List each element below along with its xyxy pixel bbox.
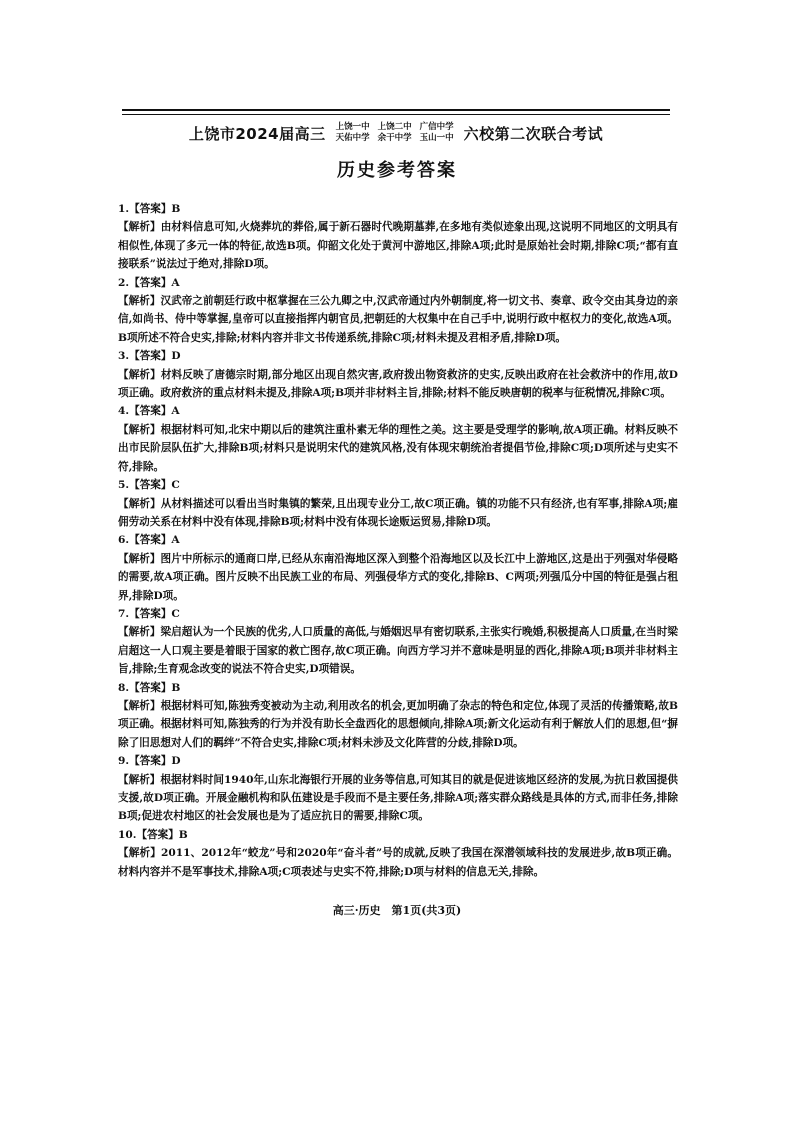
- answer-explanation: 【解析】根据材料可知,北宋中期以后的建筑注重朴素无华的理性之美。这主要是受理学的影响,故A项正确。材料反映不出市民阶层队伍扩大,排除B项;材料只是说明宋代的建筑风格,没有体现宋朝统治者提倡节俭,排除C项;D项所述与史实不符,排除。: [118, 423, 678, 473]
- answer-item: [118, 402, 678, 476]
- school-name: 广信中学: [419, 122, 454, 132]
- school-list: [332, 122, 458, 144]
- answer-item: [118, 679, 678, 753]
- answer-key: 【答案】A: [129, 534, 180, 547]
- answer-key: 【答案】D: [129, 755, 181, 768]
- answer-key: 【答案】B: [136, 828, 188, 841]
- answer-item: [118, 347, 678, 402]
- answer-explanation: 【解析】图片中所标示的通商口岸,已经从东南沿海地区深入到整个沿海地区以及长江中上游地区,这是出于列强对华侵略的需要,故A项正确。图片反映不出民族工业的布局、列强侵华方式的变化,排除B、C两项;列强瓜分中国的特征是强占租界,排除D项。: [118, 552, 678, 602]
- question-number: 1.: [118, 203, 130, 215]
- answer-item: [118, 826, 678, 881]
- answer-line: [118, 476, 678, 494]
- answer-key: 【答案】A: [129, 405, 180, 418]
- exam-title-prefix: 上饶市2024届高三: [188, 124, 326, 143]
- answer-line: [118, 679, 678, 697]
- answer-key: 【答案】D: [129, 350, 181, 363]
- answer-item: [118, 274, 678, 348]
- answer-explanation: 【解析】汉武帝之前朝廷行政中枢掌握在三公九卿之中,汉武帝通过内外朝制度,将一切文书、奏章、政令交由其身边的亲信,如尚书、侍中等掌握,皇帝可以直接指挥内朝官员,把朝廷的大权集中在自己手中,说明行政中枢权力的变化,故选A项。B项所述不符合史实,排除;材料内容并非文书传递系统,排除C项;材料未提及君相矛盾,排除D项。: [118, 295, 678, 344]
- question-number: 7.: [118, 607, 130, 620]
- answer-line: [118, 605, 678, 623]
- answer-line: [118, 752, 678, 770]
- answer-explanation: 【解析】根据材料时间1940年,山东北海银行开展的业务等信息,可知其目的就是促进该地区经济的发展,为抗日救国提供支援,故D项正确。开展金融机构和队伍建设是手段而不是主要任务,排除A项;落实群众路线是具体的方式,而非任务,排除B项;促进农村地区的社会发展也是为了适应抗日的需要,排除C项。: [118, 773, 678, 823]
- school-name: 余干中学: [377, 133, 412, 143]
- question-number: 5.: [118, 479, 130, 492]
- question-number: 6.: [118, 534, 130, 547]
- question-number: 9.: [118, 755, 130, 768]
- answer-line: [118, 200, 678, 218]
- answer-key: 【答案】C: [129, 479, 180, 492]
- question-number: 2.: [118, 276, 130, 289]
- answer-list: [118, 200, 678, 881]
- answer-explanation: 【解析】材料反映了唐德宗时期,部分地区出现自然灾害,政府拨出物资救济的史实,反映出政府在社会救济中的作用,故D项正确。政府救济的重点材料未提及,排除A项;B项并非材料主旨,排除;材料不能反映唐朝的税率与征税情况,排除C项。: [118, 368, 678, 400]
- page-subtitle: 历史参考答案: [337, 160, 457, 181]
- answer-explanation: 【解析】根据材料可知,陈独秀变被动为主动,利用改名的机会,更加明确了杂志的特色和定位,体现了灵活的传播策略,故B项正确。根据材料可知,陈独秀的行为并没有助长全盘西化的思想倾向,排除A项;新文化运动有利于解放人们的思想,但“摒除了旧思想对人们的羁绊”不符合史实,排除C项;材料未涉及文化阵营的分歧,排除D项。: [118, 699, 678, 749]
- answer-explanation: 【解析】2011、2012年“蛟龙”号和2020年“奋斗者”号的成就,反映了我国在深潜领域科技的发展进步,故B项正确。材料内容并不是军事技术,排除A项;C项表述与史实不符,排除;D项与材料的信息无关,排除。: [118, 847, 678, 878]
- question-number: 3.: [118, 350, 130, 363]
- header-rule-thick: [122, 109, 670, 111]
- answer-key: 【答案】A: [129, 276, 180, 289]
- answer-item: [118, 605, 678, 679]
- answer-line: [118, 274, 678, 292]
- question-number: 10.: [118, 828, 137, 841]
- exam-header: [110, 122, 682, 144]
- school-name: 上饶一中: [335, 122, 370, 132]
- header-rule-thin: [122, 114, 670, 115]
- school-name: 玉山一中: [419, 133, 454, 143]
- school-name: 天佑中学: [335, 133, 370, 143]
- answer-explanation: 【解析】梁启超认为一个民族的优劣,人口质量的高低,与婚姻迟早有密切联系,主张实行晚婚,积极提高人口质量,在当时梁启超这一人口观主要是着眼于国家的救亡图存,故C项正确。向西方学习并不意味是明显的西化,排除A项;B项并非材料主旨,排除;生育观念改变的说法不符合史实,D项错误。: [118, 626, 678, 676]
- question-number: 8.: [118, 681, 130, 694]
- answer-line: [118, 531, 678, 549]
- answer-key: 【答案】C: [129, 607, 180, 620]
- answer-item: [118, 476, 678, 531]
- answer-explanation: 【解析】由材料信息可知,火烧葬坑的葬俗,属于新石器时代晚期墓葬,在多地有类似迹象出现,这说明不同地区的文明具有相似性,体现了多元一体的特征,故选B项。仰韶文化处于黄河中游地区,排除A项;此时是原始社会时期,排除C项;“都有直接联系”说法过于绝对,排除D项。: [118, 221, 678, 271]
- answer-line: [118, 402, 678, 420]
- answer-explanation: 【解析】从材料描述可以看出当时集镇的繁荣,且出现专业分工,故C项正确。镇的功能不只有经济,也有军事,排除A项;雇佣劳动关系在材料中没有体现,排除B项;材料中没有体现长途贩运贸易,排除D项。: [118, 497, 678, 528]
- answer-item: [118, 200, 678, 274]
- answer-key: 【答案】B: [129, 203, 181, 215]
- answer-line: [118, 826, 678, 844]
- answer-item: [118, 531, 678, 605]
- school-column: [378, 122, 412, 144]
- answer-key: 【答案】B: [129, 681, 181, 694]
- exam-title-suffix: 六校第二次联合考试: [463, 124, 604, 143]
- school-column: [420, 122, 454, 144]
- answer-item: [118, 752, 678, 826]
- page-footer: 高三·历史 第1页(共3页): [332, 904, 462, 917]
- school-name: 上饶二中: [377, 122, 412, 132]
- school-column: [336, 122, 370, 144]
- question-number: 4.: [118, 405, 130, 418]
- answer-line: [118, 347, 678, 365]
